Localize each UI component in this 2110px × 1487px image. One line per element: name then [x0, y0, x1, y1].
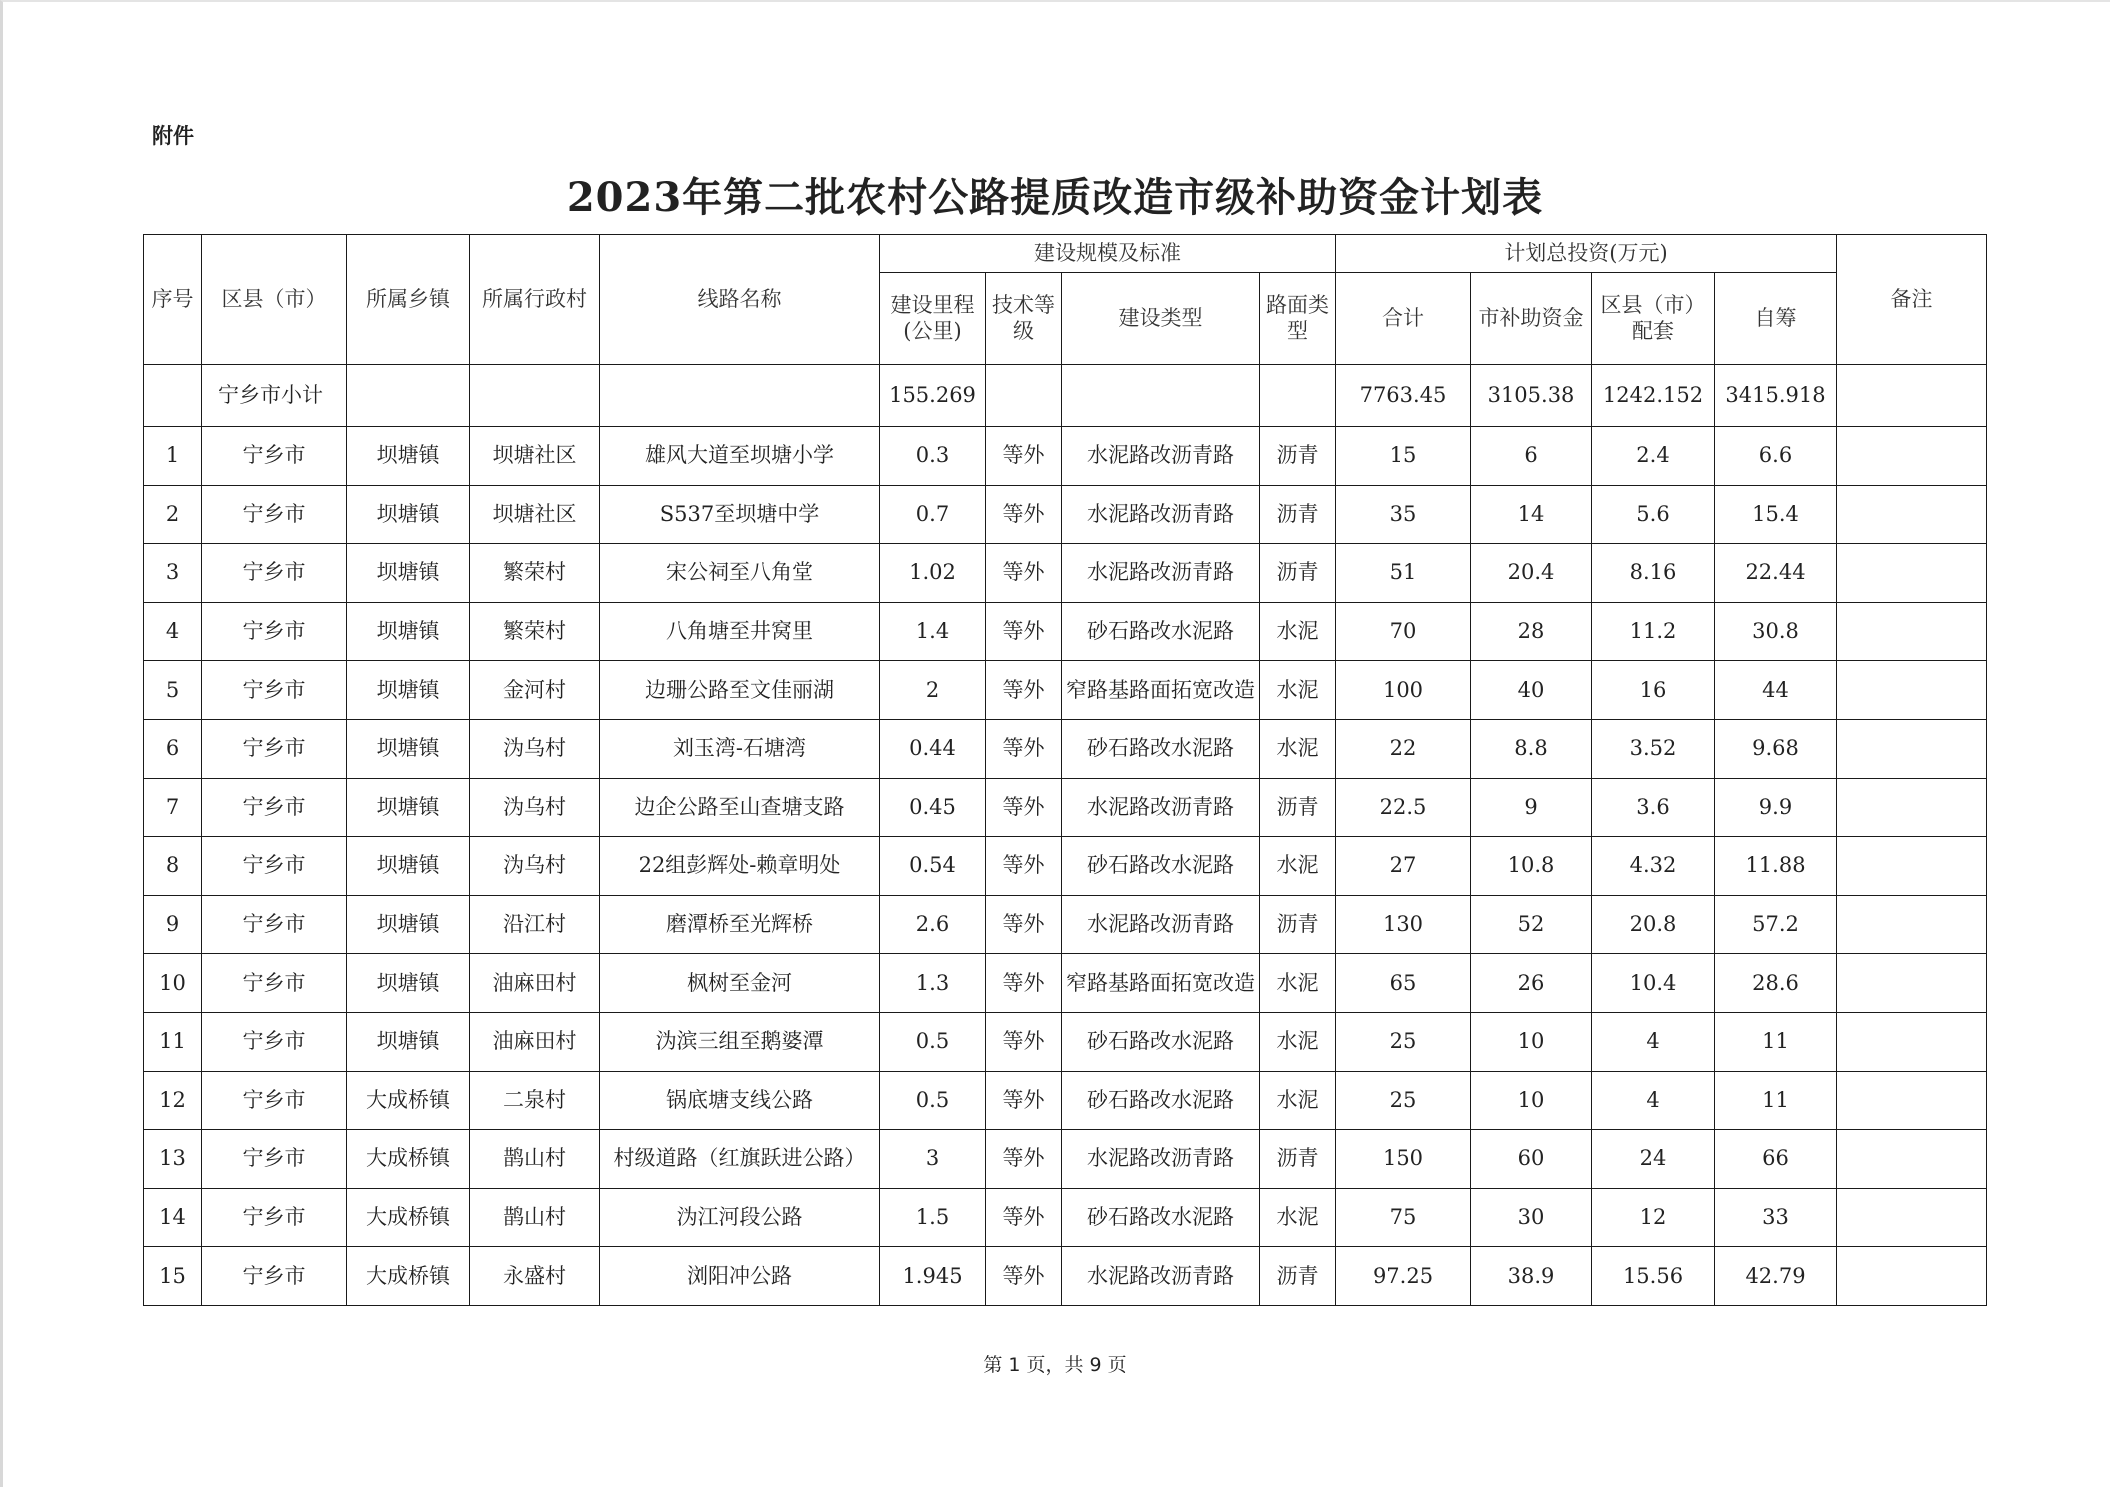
cell-village: 油麻田村 [470, 954, 600, 1013]
cell-build-type: 砂石路改水泥路 [1062, 837, 1260, 896]
cell-length: 0.44 [880, 719, 986, 778]
cell-total: 100 [1336, 661, 1471, 720]
cell-total: 70 [1336, 602, 1471, 661]
cell-build-type: 砂石路改水泥路 [1062, 719, 1260, 778]
cell-route-name: 浏阳冲公路 [600, 1247, 880, 1306]
cell-city-subsidy: 52 [1471, 895, 1592, 954]
cell-town: 大成桥镇 [347, 1130, 470, 1189]
cell-route-name: 村级道路（红旗跃进公路） [600, 1130, 880, 1189]
cell-route-name: 沩江河段公路 [600, 1188, 880, 1247]
subtotal-town [347, 365, 470, 427]
subtotal-row [144, 365, 1987, 427]
cell-remark [1837, 895, 1987, 954]
cell-seq: 3 [144, 544, 202, 603]
cell-city-subsidy: 6 [1471, 427, 1592, 486]
cell-grade: 等外 [986, 1071, 1062, 1130]
cell-town: 坝塘镇 [347, 895, 470, 954]
cell-remark [1837, 778, 1987, 837]
cell-build-type: 水泥路改沥青路 [1062, 544, 1260, 603]
header-county-match: 区县（市）配套 [1592, 273, 1715, 365]
cell-village: 金河村 [470, 661, 600, 720]
table-row [144, 427, 1987, 486]
header-length: 建设里程(公里) [880, 273, 986, 365]
cell-seq: 2 [144, 485, 202, 544]
cell-seq: 11 [144, 1012, 202, 1071]
cell-town: 坝塘镇 [347, 778, 470, 837]
header-seq: 序号 [144, 235, 202, 365]
cell-county: 宁乡市 [202, 427, 347, 486]
cell-remark [1837, 427, 1987, 486]
cell-village: 坝塘社区 [470, 427, 600, 486]
header-surface: 路面类型 [1260, 273, 1336, 365]
table-row [144, 1247, 1987, 1306]
table-row [144, 1188, 1987, 1247]
cell-grade: 等外 [986, 544, 1062, 603]
cell-city-subsidy: 10.8 [1471, 837, 1592, 896]
cell-seq: 15 [144, 1247, 202, 1306]
table-row [144, 1071, 1987, 1130]
cell-county-match: 20.8 [1592, 895, 1715, 954]
cell-length: 1.3 [880, 954, 986, 1013]
header-remark: 备注 [1837, 235, 1987, 365]
cell-town: 坝塘镇 [347, 1012, 470, 1071]
cell-self-raised: 33 [1715, 1188, 1837, 1247]
cell-surface: 沥青 [1260, 544, 1336, 603]
cell-length: 1.4 [880, 602, 986, 661]
header-village: 所属行政村 [470, 235, 600, 365]
subtotal-total: 7763.45 [1336, 365, 1471, 427]
cell-route-name: 磨潭桥至光辉桥 [600, 895, 880, 954]
cell-village: 沩乌村 [470, 719, 600, 778]
cell-county-match: 4.32 [1592, 837, 1715, 896]
cell-county-match: 10.4 [1592, 954, 1715, 1013]
subtotal-county-match: 1242.152 [1592, 365, 1715, 427]
cell-self-raised: 11 [1715, 1071, 1837, 1130]
cell-seq: 12 [144, 1071, 202, 1130]
cell-remark [1837, 485, 1987, 544]
cell-grade: 等外 [986, 485, 1062, 544]
cell-route-name: 边企公路至山查塘支路 [600, 778, 880, 837]
cell-county: 宁乡市 [202, 1071, 347, 1130]
cell-surface: 沥青 [1260, 1130, 1336, 1189]
cell-route-name: 八角塘至井窝里 [600, 602, 880, 661]
cell-village: 永盛村 [470, 1247, 600, 1306]
cell-surface: 沥青 [1260, 895, 1336, 954]
cell-remark [1837, 954, 1987, 1013]
table-row [144, 1012, 1987, 1071]
cell-length: 1.5 [880, 1188, 986, 1247]
funding-plan-table [143, 234, 1987, 1306]
cell-city-subsidy: 38.9 [1471, 1247, 1592, 1306]
cell-total: 130 [1336, 895, 1471, 954]
cell-self-raised: 11.88 [1715, 837, 1837, 896]
cell-grade: 等外 [986, 1012, 1062, 1071]
table-row [144, 778, 1987, 837]
cell-remark [1837, 1012, 1987, 1071]
cell-village: 二泉村 [470, 1071, 600, 1130]
subtotal-build-type [1062, 365, 1260, 427]
cell-town: 大成桥镇 [347, 1071, 470, 1130]
subtotal-surface [1260, 365, 1336, 427]
document-title: 2023年第二批农村公路提质改造市级补助资金计划表 [566, 174, 1544, 221]
cell-total: 22.5 [1336, 778, 1471, 837]
cell-surface: 沥青 [1260, 427, 1336, 486]
cell-seq: 7 [144, 778, 202, 837]
cell-remark [1837, 1247, 1987, 1306]
cell-remark [1837, 719, 1987, 778]
cell-surface: 水泥 [1260, 954, 1336, 1013]
subtotal-length: 155.269 [880, 365, 986, 427]
cell-total: 150 [1336, 1130, 1471, 1189]
cell-length: 2 [880, 661, 986, 720]
cell-build-type: 水泥路改沥青路 [1062, 427, 1260, 486]
subtotal-route [600, 365, 880, 427]
cell-city-subsidy: 9 [1471, 778, 1592, 837]
cell-length: 3 [880, 1130, 986, 1189]
cell-county: 宁乡市 [202, 602, 347, 661]
cell-county-match: 11.2 [1592, 602, 1715, 661]
cell-length: 0.5 [880, 1071, 986, 1130]
cell-village: 鹊山村 [470, 1130, 600, 1189]
table-row [144, 544, 1987, 603]
cell-length: 0.54 [880, 837, 986, 896]
cell-seq: 13 [144, 1130, 202, 1189]
table-row [144, 719, 1987, 778]
cell-seq: 14 [144, 1188, 202, 1247]
table-row [144, 837, 1987, 896]
cell-grade: 等外 [986, 1188, 1062, 1247]
cell-remark [1837, 661, 1987, 720]
cell-build-type: 砂石路改水泥路 [1062, 602, 1260, 661]
cell-total: 22 [1336, 719, 1471, 778]
cell-county: 宁乡市 [202, 837, 347, 896]
cell-grade: 等外 [986, 778, 1062, 837]
cell-self-raised: 15.4 [1715, 485, 1837, 544]
cell-length: 0.3 [880, 427, 986, 486]
cell-city-subsidy: 28 [1471, 602, 1592, 661]
cell-town: 坝塘镇 [347, 661, 470, 720]
table-row [144, 1130, 1987, 1189]
cell-self-raised: 57.2 [1715, 895, 1837, 954]
cell-county-match: 2.4 [1592, 427, 1715, 486]
cell-county-match: 4 [1592, 1071, 1715, 1130]
cell-route-name: 22组彭辉处-赖章明处 [600, 837, 880, 896]
subtotal-label: 宁乡市小计 [202, 365, 347, 427]
cell-county: 宁乡市 [202, 544, 347, 603]
header-self-raised: 自筹 [1715, 273, 1837, 365]
cell-grade: 等外 [986, 719, 1062, 778]
subtotal-grade [986, 365, 1062, 427]
table-row [144, 954, 1987, 1013]
cell-grade: 等外 [986, 895, 1062, 954]
cell-city-subsidy: 14 [1471, 485, 1592, 544]
cell-grade: 等外 [986, 661, 1062, 720]
cell-build-type: 水泥路改沥青路 [1062, 1247, 1260, 1306]
cell-total: 51 [1336, 544, 1471, 603]
header-county: 区县（市） [202, 235, 347, 365]
cell-surface: 水泥 [1260, 837, 1336, 896]
cell-total: 35 [1336, 485, 1471, 544]
cell-length: 0.45 [880, 778, 986, 837]
cell-seq: 10 [144, 954, 202, 1013]
cell-village: 沿江村 [470, 895, 600, 954]
cell-surface: 水泥 [1260, 1071, 1336, 1130]
cell-build-type: 窄路基路面拓宽改造 [1062, 661, 1260, 720]
cell-county: 宁乡市 [202, 1247, 347, 1306]
cell-village: 鹊山村 [470, 1188, 600, 1247]
cell-remark [1837, 1071, 1987, 1130]
cell-county-match: 3.6 [1592, 778, 1715, 837]
cell-county: 宁乡市 [202, 1188, 347, 1247]
cell-self-raised: 9.68 [1715, 719, 1837, 778]
cell-self-raised: 9.9 [1715, 778, 1837, 837]
cell-county-match: 12 [1592, 1188, 1715, 1247]
cell-seq: 9 [144, 895, 202, 954]
cell-surface: 水泥 [1260, 719, 1336, 778]
cell-surface: 水泥 [1260, 661, 1336, 720]
subtotal-city-subsidy: 3105.38 [1471, 365, 1592, 427]
cell-remark [1837, 1130, 1987, 1189]
cell-village: 繁荣村 [470, 602, 600, 661]
cell-city-subsidy: 20.4 [1471, 544, 1592, 603]
cell-village: 沩乌村 [470, 778, 600, 837]
cell-county-match: 15.56 [1592, 1247, 1715, 1306]
cell-build-type: 水泥路改沥青路 [1062, 778, 1260, 837]
cell-self-raised: 22.44 [1715, 544, 1837, 603]
cell-route-name: 刘玉湾-石塘湾 [600, 719, 880, 778]
cell-city-subsidy: 8.8 [1471, 719, 1592, 778]
cell-self-raised: 44 [1715, 661, 1837, 720]
cell-seq: 6 [144, 719, 202, 778]
cell-city-subsidy: 40 [1471, 661, 1592, 720]
cell-surface: 沥青 [1260, 485, 1336, 544]
cell-seq: 1 [144, 427, 202, 486]
cell-total: 65 [1336, 954, 1471, 1013]
cell-county-match: 24 [1592, 1130, 1715, 1189]
cell-self-raised: 30.8 [1715, 602, 1837, 661]
cell-length: 2.6 [880, 895, 986, 954]
cell-town: 坝塘镇 [347, 719, 470, 778]
cell-total: 15 [1336, 427, 1471, 486]
cell-route-name: 枫树至金河 [600, 954, 880, 1013]
cell-remark [1837, 837, 1987, 896]
cell-town: 坝塘镇 [347, 837, 470, 896]
header-group-scale: 建设规模及标准 [880, 235, 1336, 273]
cell-county-match: 16 [1592, 661, 1715, 720]
cell-county-match: 8.16 [1592, 544, 1715, 603]
header-total: 合计 [1336, 273, 1471, 365]
cell-town: 坝塘镇 [347, 954, 470, 1013]
cell-total: 25 [1336, 1012, 1471, 1071]
cell-county: 宁乡市 [202, 895, 347, 954]
cell-grade: 等外 [986, 427, 1062, 486]
cell-length: 1.02 [880, 544, 986, 603]
cell-town: 坝塘镇 [347, 544, 470, 603]
cell-village: 坝塘社区 [470, 485, 600, 544]
cell-remark [1837, 544, 1987, 603]
cell-town: 大成桥镇 [347, 1188, 470, 1247]
cell-route-name: 沩滨三组至鹅婆潭 [600, 1012, 880, 1071]
cell-seq: 4 [144, 602, 202, 661]
cell-city-subsidy: 10 [1471, 1071, 1592, 1130]
cell-surface: 沥青 [1260, 778, 1336, 837]
cell-village: 沩乌村 [470, 837, 600, 896]
cell-total: 97.25 [1336, 1247, 1471, 1306]
cell-build-type: 砂石路改水泥路 [1062, 1071, 1260, 1130]
attachment-label: 附件 [152, 124, 194, 148]
cell-self-raised: 11 [1715, 1012, 1837, 1071]
header-city-subsidy: 市补助资金 [1471, 273, 1592, 365]
cell-total: 25 [1336, 1071, 1471, 1130]
cell-seq: 5 [144, 661, 202, 720]
cell-self-raised: 6.6 [1715, 427, 1837, 486]
cell-remark [1837, 1188, 1987, 1247]
cell-surface: 沥青 [1260, 1247, 1336, 1306]
cell-length: 1.945 [880, 1247, 986, 1306]
cell-route-name: 边珊公路至文佳丽湖 [600, 661, 880, 720]
cell-county: 宁乡市 [202, 719, 347, 778]
page-number-footer: 第 1 页，共 9 页 [983, 1354, 1127, 1376]
table-row [144, 602, 1987, 661]
cell-total: 75 [1336, 1188, 1471, 1247]
cell-county-match: 4 [1592, 1012, 1715, 1071]
cell-length: 0.7 [880, 485, 986, 544]
table-row [144, 485, 1987, 544]
cell-surface: 水泥 [1260, 602, 1336, 661]
subtotal-self-raised: 3415.918 [1715, 365, 1837, 427]
header-town: 所属乡镇 [347, 235, 470, 365]
cell-grade: 等外 [986, 837, 1062, 896]
cell-route-name: 锅底塘支线公路 [600, 1071, 880, 1130]
cell-county-match: 3.52 [1592, 719, 1715, 778]
cell-grade: 等外 [986, 1130, 1062, 1189]
cell-self-raised: 66 [1715, 1130, 1837, 1189]
cell-build-type: 窄路基路面拓宽改造 [1062, 954, 1260, 1013]
cell-county: 宁乡市 [202, 485, 347, 544]
cell-town: 坝塘镇 [347, 427, 470, 486]
cell-town: 大成桥镇 [347, 1247, 470, 1306]
cell-city-subsidy: 60 [1471, 1130, 1592, 1189]
cell-remark [1837, 602, 1987, 661]
table-row [144, 895, 1987, 954]
subtotal-village [470, 365, 600, 427]
cell-county: 宁乡市 [202, 954, 347, 1013]
cell-seq: 8 [144, 837, 202, 896]
cell-surface: 水泥 [1260, 1188, 1336, 1247]
cell-grade: 等外 [986, 1247, 1062, 1306]
header-build-type: 建设类型 [1062, 273, 1260, 365]
cell-county: 宁乡市 [202, 661, 347, 720]
cell-build-type: 砂石路改水泥路 [1062, 1188, 1260, 1247]
subtotal-remark [1837, 365, 1987, 427]
cell-town: 坝塘镇 [347, 485, 470, 544]
cell-build-type: 水泥路改沥青路 [1062, 485, 1260, 544]
cell-grade: 等外 [986, 954, 1062, 1013]
cell-total: 27 [1336, 837, 1471, 896]
cell-length: 0.5 [880, 1012, 986, 1071]
header-route: 线路名称 [600, 235, 880, 365]
header-row-1 [144, 235, 1987, 273]
subtotal-seq [144, 365, 202, 427]
cell-build-type: 砂石路改水泥路 [1062, 1012, 1260, 1071]
cell-build-type: 水泥路改沥青路 [1062, 1130, 1260, 1189]
cell-self-raised: 42.79 [1715, 1247, 1837, 1306]
header-grade: 技术等级 [986, 273, 1062, 365]
cell-route-name: 宋公祠至八角堂 [600, 544, 880, 603]
cell-surface: 水泥 [1260, 1012, 1336, 1071]
cell-county: 宁乡市 [202, 1130, 347, 1189]
cell-route-name: S537至坝塘中学 [600, 485, 880, 544]
cell-city-subsidy: 26 [1471, 954, 1592, 1013]
cell-county: 宁乡市 [202, 1012, 347, 1071]
cell-grade: 等外 [986, 602, 1062, 661]
cell-self-raised: 28.6 [1715, 954, 1837, 1013]
cell-village: 繁荣村 [470, 544, 600, 603]
cell-county-match: 5.6 [1592, 485, 1715, 544]
cell-route-name: 雄风大道至坝塘小学 [600, 427, 880, 486]
header-group-invest: 计划总投资(万元) [1336, 235, 1837, 273]
cell-village: 油麻田村 [470, 1012, 600, 1071]
cell-county: 宁乡市 [202, 778, 347, 837]
cell-city-subsidy: 10 [1471, 1012, 1592, 1071]
cell-build-type: 水泥路改沥青路 [1062, 895, 1260, 954]
cell-city-subsidy: 30 [1471, 1188, 1592, 1247]
cell-town: 坝塘镇 [347, 602, 470, 661]
table-row [144, 661, 1987, 720]
